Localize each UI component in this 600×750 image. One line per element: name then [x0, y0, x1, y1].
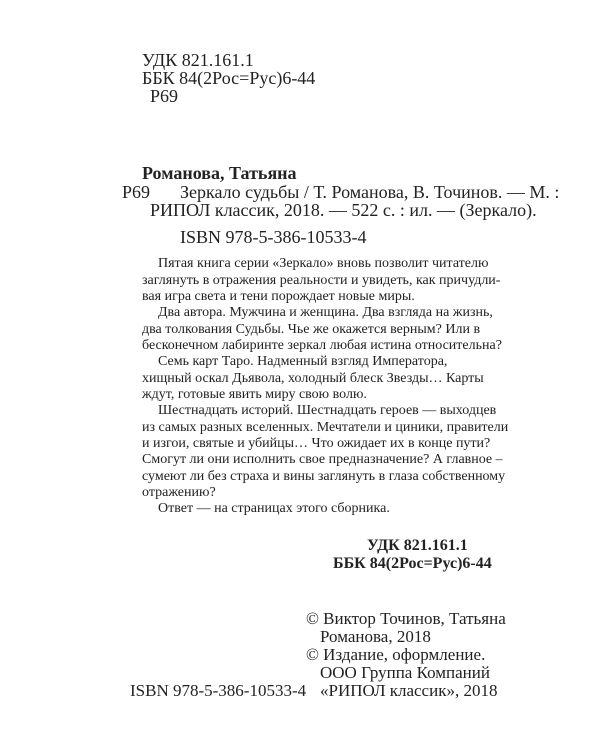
annotation-line: и изгои, святые и убийцы… Что ожидает их в конце пути?: [142, 436, 491, 451]
annotation-line: заглянуть в отражения реальности и увидеть, как причудли-: [142, 273, 501, 288]
footer-isbn: ISBN 978-5-386-10533-4: [130, 681, 307, 700]
annotation-line: Ответ — на страницах этого сборника.: [158, 501, 390, 516]
annotation-line: хищный оскал Дьявола, холодный блеск Звезды… Карты: [142, 371, 484, 386]
annotation-line: Шестнадцать историй. Шестнадцать героев — выходцев: [158, 403, 497, 418]
annotation-line: из самых разных вселенных. Мечтатели и циники, правители: [142, 420, 509, 435]
annotation-line: два толкования Судьбы. Чье же окажется верным? Или в: [142, 322, 481, 337]
top-udk: УДК 821.161.1: [142, 50, 254, 70]
catalog-code: Р69: [122, 182, 151, 202]
catalog-bib-line1: Зеркало судьбы / Т. Романова, В. Точинов. — М. :: [180, 182, 560, 202]
copyright-line: © Издание, оформление.: [306, 645, 486, 664]
catalog-author: Романова, Татьяна: [142, 163, 297, 183]
annotation-line: сумеют ли без страха и вины заглянуть в глаза собственному: [142, 469, 506, 484]
catalog-isbn: ISBN 978-5-386-10533-4: [180, 227, 367, 247]
copyright-line: © Виктор Точинов, Татьяна: [306, 609, 506, 628]
annotation-line: бесконечном лабиринте зеркал любая истина относительна?: [142, 338, 502, 353]
annotation-line: Пятая книга серии «Зеркало» вновь позволит читателю: [158, 256, 489, 271]
annotation-line: отражению?: [142, 485, 216, 500]
annotation-line: Семь карт Таро. Надменный взгляд Императора,: [158, 354, 448, 369]
annotation-line: вая игра света и тени порождает новые миры.: [142, 289, 415, 304]
top-code: Р69: [150, 86, 179, 106]
copyright-line: «РИПОЛ классик», 2018: [320, 681, 498, 700]
annotation-line: Два автора. Мужчина и женщина. Два взгляда на жизнь,: [158, 305, 493, 320]
bottom-bbk: ББК 84(2Рос=Рус)6-44: [333, 555, 492, 572]
annotation-line: Смогут ли они исполнить свое предназначение? А главное –: [142, 452, 503, 467]
catalog-bib-line2: РИПОЛ классик, 2018. — 522 с. : ил. — (Зеркало).: [150, 200, 537, 220]
top-bbk: ББК 84(2Рос=Рус)6-44: [142, 68, 316, 88]
copyright-line: ООО Группа Компаний: [320, 663, 490, 682]
annotation-line: ждут, готовые явить миру свою волю.: [142, 387, 367, 402]
copyright-line: Романова, 2018: [320, 627, 431, 646]
bottom-udk: УДК 821.161.1: [367, 537, 468, 554]
